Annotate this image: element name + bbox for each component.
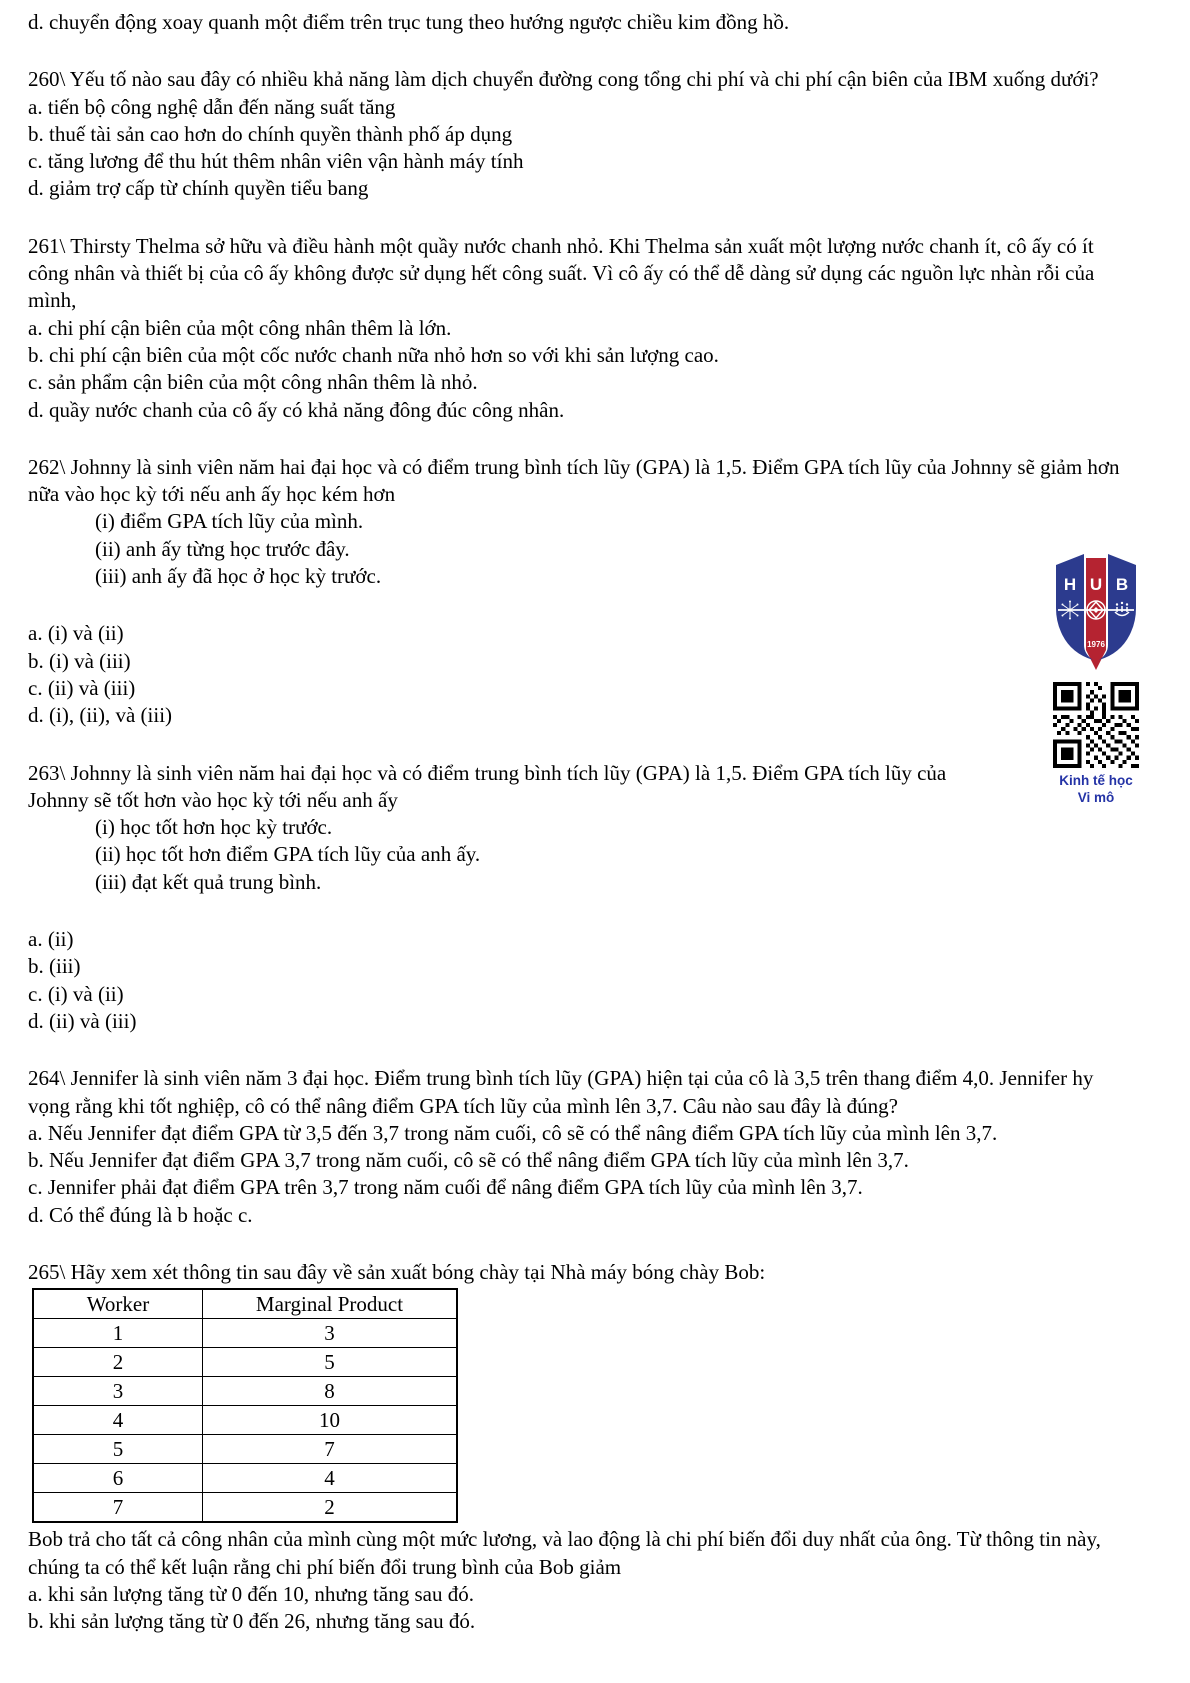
marginal-product-cell: 2 — [203, 1493, 458, 1523]
question-264 — [28, 1065, 1164, 1229]
question-263 — [28, 760, 1164, 1036]
question-261-option-a: a. chi phí cận biên của một công nhân thêm là lớn. — [28, 315, 452, 340]
question-262-option-d: d. (i), (ii), và (iii) — [28, 703, 173, 728]
logo-caption-line-1: Kinh tế học — [1059, 773, 1133, 788]
qr-code — [1053, 682, 1139, 768]
question-265-note: Bob trả cho tất cả công nhân của mình cùng một mức lương, và lao động là chi phí biến đổi duy nhất của ông. Từ thông tin này, chúng ta có thể kết luận rằng chi phí biến đổi trung bình của Bob giảm — [28, 1527, 1101, 1579]
marginal-product-cell: 8 — [203, 1377, 458, 1406]
question-261-option-d: d. quầy nước chanh của cô ấy có khả năng đông đúc công nhân. — [28, 397, 565, 422]
marginal-product-cell: 7 — [203, 1435, 458, 1464]
question-264-stem: 264\ Jennifer là sinh viên năm 3 đại học. Điểm trung bình tích lũy (GPA) hiện tại của cô là 3,5 trên thang điểm 4,0. Jennifer hy vọng rằng khi tốt nghiệp, cô có thể nâng điểm GPA tích lũy của mình lên 3,7. Câu nào sau đây là đúng? — [28, 1066, 1094, 1118]
question-263-option-d: d. (ii) và (iii) — [28, 1008, 137, 1033]
question-260-stem: 260\ Yếu tố nào sau đây có nhiều khả năng làm dịch chuyển đường cong tổng chi phí và chi phí cận biên của IBM xuống dưới? — [28, 67, 1099, 92]
question-260-option-a: a. tiến bộ công nghệ dẫn đến năng suất tăng — [28, 94, 396, 119]
table-row — [33, 1464, 457, 1493]
question-263-item-iii: (iii) đạt kết quả trung bình. — [95, 869, 322, 894]
question-264-option-d: d. Có thể đúng là b hoặc c. — [28, 1202, 253, 1227]
logo-letter-b: B — [1115, 575, 1129, 594]
table-row — [33, 1377, 457, 1406]
question-263-option-a: a. (ii) — [28, 927, 74, 952]
marginal-product-table — [32, 1288, 458, 1523]
question-262-stem: 262\ Johnny là sinh viên năm hai đại học và có điểm trung bình tích lũy (GPA) là 1,5. Điểm GPA tích lũy của Johnny sẽ giảm hơn nữa vào học kỳ tới nếu anh ấy học kém hơn — [28, 454, 1120, 507]
marginal-product-cell: 4 — [203, 1464, 458, 1493]
question-260-option-c: c. tăng lương để thu hút thêm nhân viên vận hành máy tính — [28, 149, 524, 174]
question-262-item-ii: (ii) anh ấy từng học trước đây. — [95, 536, 350, 561]
worker-cell: 2 — [33, 1348, 203, 1377]
worker-cell: 1 — [33, 1319, 203, 1348]
question-262-option-b: b. (i) và (iii) — [28, 648, 131, 673]
question-260-option-b: b. thuế tài sản cao hơn do chính quyền thành phố áp dụng — [28, 121, 513, 146]
question-263-options — [28, 926, 1164, 1035]
question-261-option-c: c. sản phẩm cận biên của một công nhân thêm là nhỏ. — [28, 370, 478, 395]
question-263-item-i: (i) học tốt hơn học kỳ trước. — [95, 815, 333, 840]
question-261 — [28, 233, 1164, 424]
marginal-product-cell: 5 — [203, 1348, 458, 1377]
question-261-stem: 261\ Thirsty Thelma sở hữu và điều hành một quầy nước chanh nhỏ. Khi Thelma sản xuất một lượng nước chanh ít, cô ấy có ít công nhân và thiết bị của cô ấy không được sử dụng hết công suất. Vì cô ấy có thể dễ dàng sử dụng các nguồn lực nhàn rỗi của mình, — [28, 233, 1095, 313]
logo-year: 1976 — [1087, 640, 1105, 649]
table-header-row — [33, 1289, 457, 1319]
question-prev-tail — [28, 9, 1164, 36]
logo-letter-u: U — [1089, 575, 1103, 594]
question-263-option-c: c. (i) và (ii) — [28, 981, 124, 1006]
question-264-option-b: b. Nếu Jennifer đạt điểm GPA 3,7 trong năm cuối, cô sẽ có thể nâng điểm GPA tích lũy của mình lên 3,7. — [28, 1148, 909, 1173]
question-262-item-iii: (iii) anh ấy đã học ở học kỳ trước. — [95, 564, 382, 589]
logo-caption-line-2: Vi mô — [1077, 789, 1115, 805]
question-263-option-b: b. (iii) — [28, 954, 81, 979]
prev-option-d: d. chuyển động xoay quanh một điểm trên trục tung theo hướng ngược chiều kim đồng hồ. — [28, 10, 790, 34]
table-row — [33, 1493, 457, 1523]
question-265-option-a: a. khi sản lượng tăng từ 0 đến 10, nhưng tăng sau đó. — [28, 1581, 474, 1606]
worker-cell: 4 — [33, 1406, 203, 1435]
worker-cell: 7 — [33, 1493, 203, 1523]
logo-caption — [1040, 773, 1152, 806]
table-header-worker: Worker — [33, 1289, 203, 1319]
hub-branding-column — [1040, 548, 1152, 806]
table-row — [33, 1435, 457, 1464]
worker-cell: 3 — [33, 1377, 203, 1406]
question-260-option-d: d. giảm trợ cấp từ chính quyền tiểu bang — [28, 176, 369, 201]
question-260 — [28, 66, 1164, 202]
question-262-option-c: c. (ii) và (iii) — [28, 675, 136, 700]
question-263-item-ii: (ii) học tốt hơn điểm GPA tích lũy của anh ấy. — [95, 842, 481, 867]
question-264-option-a: a. Nếu Jennifer đạt điểm GPA từ 3,5 đến 3,7 trong năm cuối, cô sẽ có thể nâng điểm GPA tích lũy của mình lên 3,7. — [28, 1120, 998, 1145]
table-row — [33, 1348, 457, 1377]
question-262-option-a: a. (i) và (ii) — [28, 621, 124, 646]
question-263-stem: 263\ Johnny là sinh viên năm hai đại học và có điểm trung bình tích lũy (GPA) là 1,5. Điểm GPA tích lũy của Johnny sẽ tốt hơn vào học kỳ tới nếu anh ấy — [28, 760, 947, 812]
question-262-item-i: (i) điểm GPA tích lũy của mình. — [95, 509, 364, 534]
worker-cell: 6 — [33, 1464, 203, 1493]
question-264-option-c: c. Jennifer phải đạt điểm GPA trên 3,7 trong năm cuối để nâng điểm GPA tích lũy của mình lên 3,7. — [28, 1175, 863, 1200]
hub-university-logo — [1053, 548, 1139, 674]
table-header-marginal-product: Marginal Product — [203, 1289, 458, 1319]
table-row — [33, 1319, 457, 1348]
question-262-options — [28, 620, 1164, 729]
question-265-option-b: b. khi sản lượng tăng từ 0 đến 26, nhưng tăng sau đó. — [28, 1609, 476, 1634]
logo-letter-h: H — [1063, 575, 1077, 594]
question-261-option-b: b. chi phí cận biên của một cốc nước chanh nữa nhỏ hơn so với khi sản lượng cao. — [28, 342, 719, 367]
worker-cell: 5 — [33, 1435, 203, 1464]
marginal-product-cell: 10 — [203, 1406, 458, 1435]
question-265-stem: 265\ Hãy xem xét thông tin sau đây về sản xuất bóng chày tại Nhà máy bóng chày Bob: — [28, 1259, 766, 1284]
question-265 — [28, 1259, 1164, 1635]
question-262 — [28, 454, 1164, 730]
marginal-product-cell: 3 — [203, 1319, 458, 1348]
table-row — [33, 1406, 457, 1435]
